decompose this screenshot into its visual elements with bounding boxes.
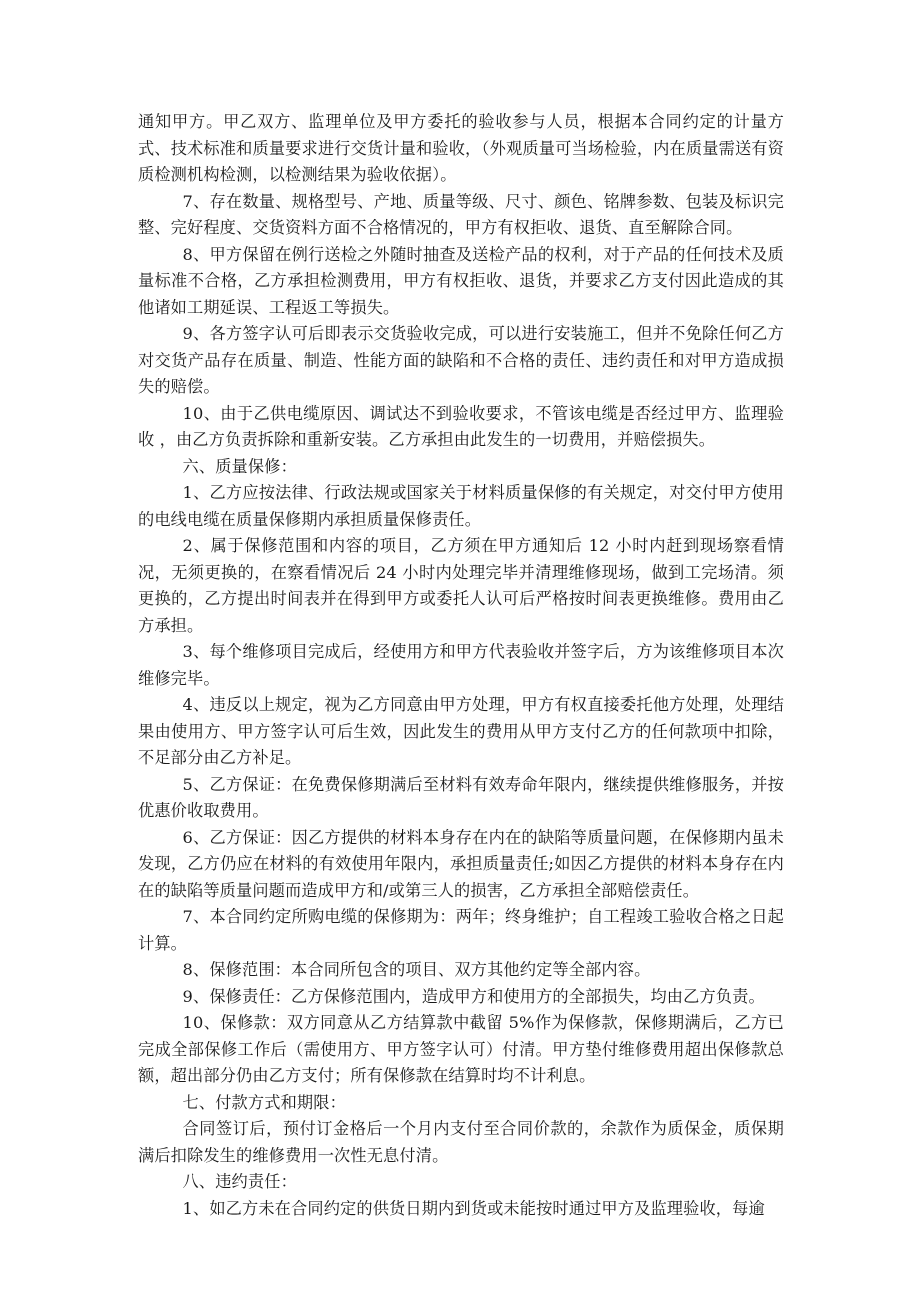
section-heading-quality-warranty: 六、质量保修： xyxy=(182,456,297,476)
clause-6-5: 5、乙方保证：在免费保修期满后至材料有效寿命年限内，继续提供维修服务，并按优惠价收取费用。 xyxy=(138,774,784,820)
paragraph-continued: 通知甲方。甲乙双方、监理单位及甲方委托的验收参与人员，根据本合同约定的计量方式、技术标准和质量要求进行交货计量和验收，（外观质量可当场检验，内在质量需送有资质检测机构检测，以检测结果为验收依据）。 xyxy=(138,112,784,184)
clause-5-9: 9、各方签字认可后即表示交货验收完成，可以进行安装施工，但并不免除任何乙方对交货产品存在质量、制造、性能方面的缺陷和不合格的责任、违约责任和对甲方造成损失的赔偿。 xyxy=(138,324,784,396)
clause-6-2: 2、属于保修范围和内容的项目，乙方须在甲方通知后 12 小时内赶到现场察看情况，无须更换的，在察看情况后 24 小时内处理完毕并清理维修现场，做到工完场清。须更换的，乙方提出时间表并在得到甲方或委托人认可后严格按时间表更换维修。费用由乙方承担。 xyxy=(138,536,784,635)
clause-6-9: 9、保修责任：乙方保修范围内，造成甲方和使用方的全部损失，均由乙方负责。 xyxy=(182,986,765,1006)
document-body xyxy=(138,109,784,1222)
clause-5-7: 7、存在数量、规格型号、产地、质量等级、尺寸、颜色、铭牌参数、包装及标识完整、完好程度、交货资料方面不合格情况的，甲方有权拒收、退货、直至解除合同。 xyxy=(138,191,784,237)
clause-6-10: 10、保修款：双方同意从乙方结算款中截留 5%作为保修款，保修期满后，乙方已完成全部保修工作后（需使用方、甲方签字认可）付清。甲方垫付维修费用超出保修款总额，超出部分仍由乙方支付；所有保修款在结算时均不计利息。 xyxy=(138,1013,784,1085)
clause-6-1: 1、乙方应按法律、行政法规或国家关于材料质量保修的有关规定，对交付甲方使用的电线电缆在质量保修期内承担质量保修责任。 xyxy=(138,483,784,529)
clause-6-6: 6、乙方保证：因乙方提供的材料本身存在内在的缺陷等质量问题，在保修期内虽未发现，乙方仍应在材料的有效使用年限内，承担质量责任;如因乙方提供的材料本身存在内在的缺陷等质量问题而造成甲方和/或第三人的损害，乙方承担全部赔偿责任。 xyxy=(138,827,784,900)
clause-6-4: 4、违反以上规定，视为乙方同意由甲方处理，甲方有权直接委托他方处理，处理结果由使用方、甲方签字认可后生效，因此发生的费用从甲方支付乙方的任何款项中扣除，不足部分由乙方补足。 xyxy=(138,695,784,767)
clause-8-1: 1、如乙方未在合同约定的供货日期内到货或未能按时通过甲方及监理验收，每逾 xyxy=(182,1198,765,1218)
clause-6-8: 8、保修范围：本合同所包含的项目、双方其他约定等全部内容。 xyxy=(182,960,651,979)
clause-6-3: 3、每个维修项目完成后，经使用方和甲方代表验收并签字后，方为该维修项目本次维修完毕。 xyxy=(138,642,784,688)
clause-5-8: 8、甲方保留在例行送检之外随时抽查及送检产品的权利，对于产品的任何技术及质量标准不合格，乙方承担检测费用，甲方有权拒收、退货，并要求乙方支付因此造成的其他诸如工期延误、工程返工等损失。 xyxy=(138,244,784,317)
clause-6-7: 7、本合同约定所购电缆的保修期为：两年；终身维护；自工程竣工验收合格之日起计算。 xyxy=(138,907,784,953)
section-heading-breach: 八、违约责任： xyxy=(182,1172,297,1191)
clause-7-payment: 合同签订后，预付订金格后一个月内支付至合同价款的，余款作为质保金，质保期满后扣除发生的维修费用一次性无息付清。 xyxy=(138,1119,784,1165)
clause-5-10: 10、由于乙供电缆原因、调试达不到验收要求，不管该电缆是否经过甲方、监理验收 ，由乙方负责拆除和重新安装。乙方承担由此发生的一切费用，并赔偿损失。 xyxy=(138,403,784,449)
section-heading-payment: 七、付款方式和期限： xyxy=(182,1092,346,1112)
